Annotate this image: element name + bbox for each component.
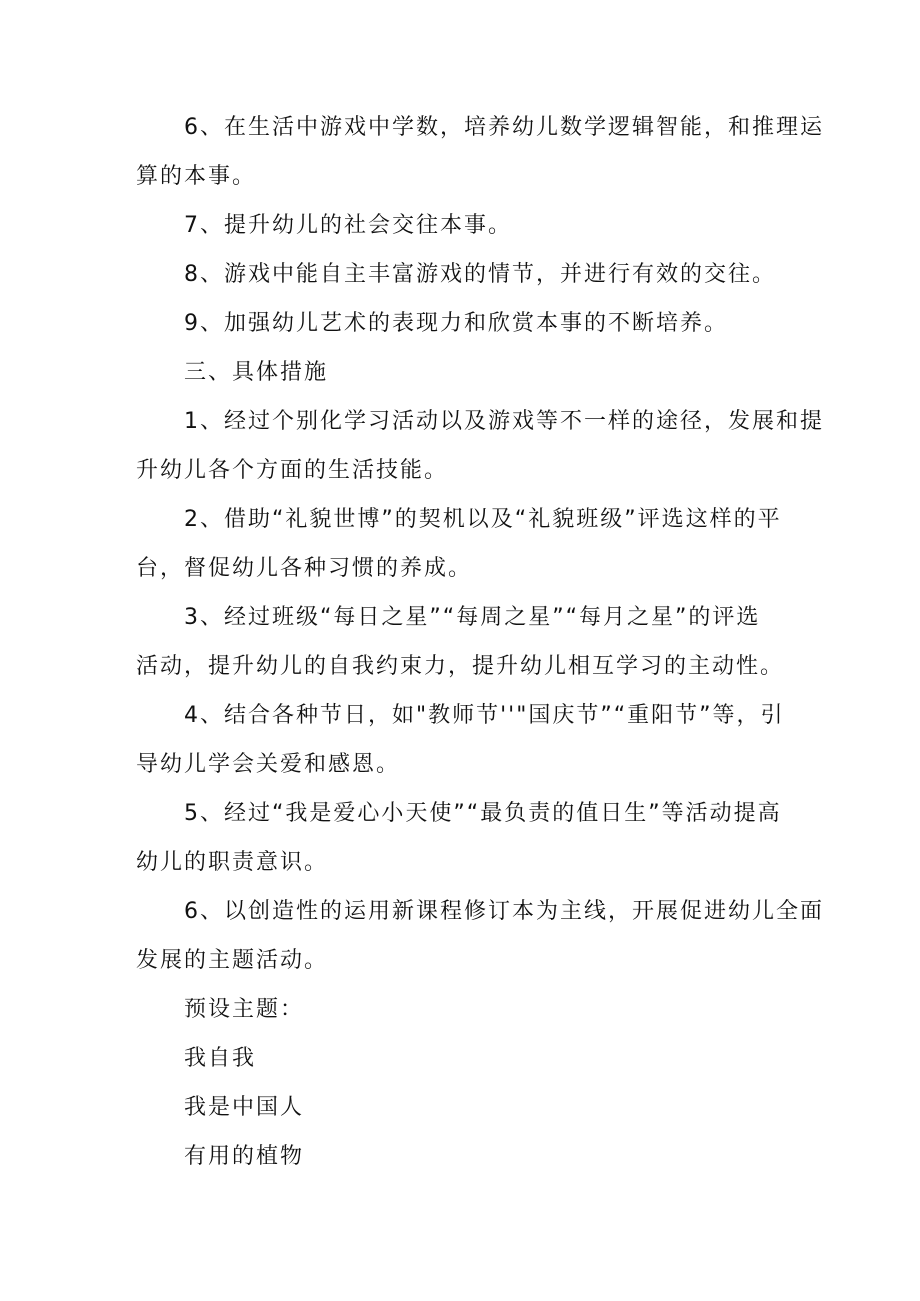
topic-item: 有用的植物 (184, 1144, 305, 1169)
paragraph-line: 3、经过班级“每日之星”“每周之星”“每月之星”的评选 (184, 605, 761, 630)
paragraph-line: 导幼儿学会关爱和感恩。 (136, 752, 401, 777)
paragraph-line: 发展的主题活动。 (136, 948, 329, 973)
paragraph-measure-2 (136, 495, 796, 593)
paragraph-line: 7、提升幼儿的社会交往本事。 (184, 213, 512, 238)
paragraph-line: 6、在生活中游戏中学数，培养幼儿数学逻辑智能，和推理运 (184, 115, 824, 140)
document-body (136, 103, 824, 1181)
paragraph-line: 4、结合各种节日，如"教师节''"国庆节”“重阳节”等，引 (184, 703, 785, 728)
paragraph-preset-topics (136, 985, 796, 1034)
paragraph-line: 幼儿的职责意识。 (136, 850, 329, 875)
paragraph-line: 算的本事。 (136, 164, 257, 189)
section-heading-measures (136, 348, 796, 397)
paragraph-measure-5 (136, 789, 796, 887)
topic-item: 我自我 (184, 1046, 257, 1071)
paragraph-measure-6 (136, 887, 824, 985)
paragraph-measure-4 (136, 691, 796, 789)
paragraph-line: 预设主题： (184, 997, 305, 1022)
paragraph-game-plot (136, 250, 796, 299)
topic-item: 我是中国人 (184, 1095, 305, 1120)
paragraph-social (136, 201, 796, 250)
paragraph-art (136, 299, 796, 348)
paragraph-line: 2、借助“礼貌世博”的契机以及“礼貌班级”评选这样的平 (184, 507, 782, 532)
paragraph-line: 升幼儿各个方面的生活技能。 (136, 458, 449, 483)
paragraph-line: 1、经过个别化学习活动以及游戏等不一样的途径，发展和提 (184, 409, 824, 434)
paragraph-line: 台，督促幼儿各种习惯的养成。 (136, 556, 473, 581)
paragraph-measure-1 (136, 397, 824, 495)
section-heading: 三、具体措施 (184, 360, 329, 385)
paragraph-line: 5、经过“我是爱心小天使”“最负责的值日生”等活动提高 (184, 801, 782, 826)
topic-list (136, 1034, 796, 1181)
paragraph-line: 6、以创造性的运用新课程修订本为主线，开展促进幼儿全面 (184, 899, 824, 924)
paragraph-measure-3 (136, 593, 796, 691)
paragraph-line: 活动，提升幼儿的自我约束力，提升幼儿相互学习的主动性。 (136, 654, 785, 679)
paragraph-line: 8、游戏中能自主丰富游戏的情节，并进行有效的交往。 (184, 262, 776, 287)
paragraph-line: 9、加强幼儿艺术的表现力和欣赏本事的不断培养。 (184, 311, 728, 336)
paragraph-math (136, 103, 824, 201)
